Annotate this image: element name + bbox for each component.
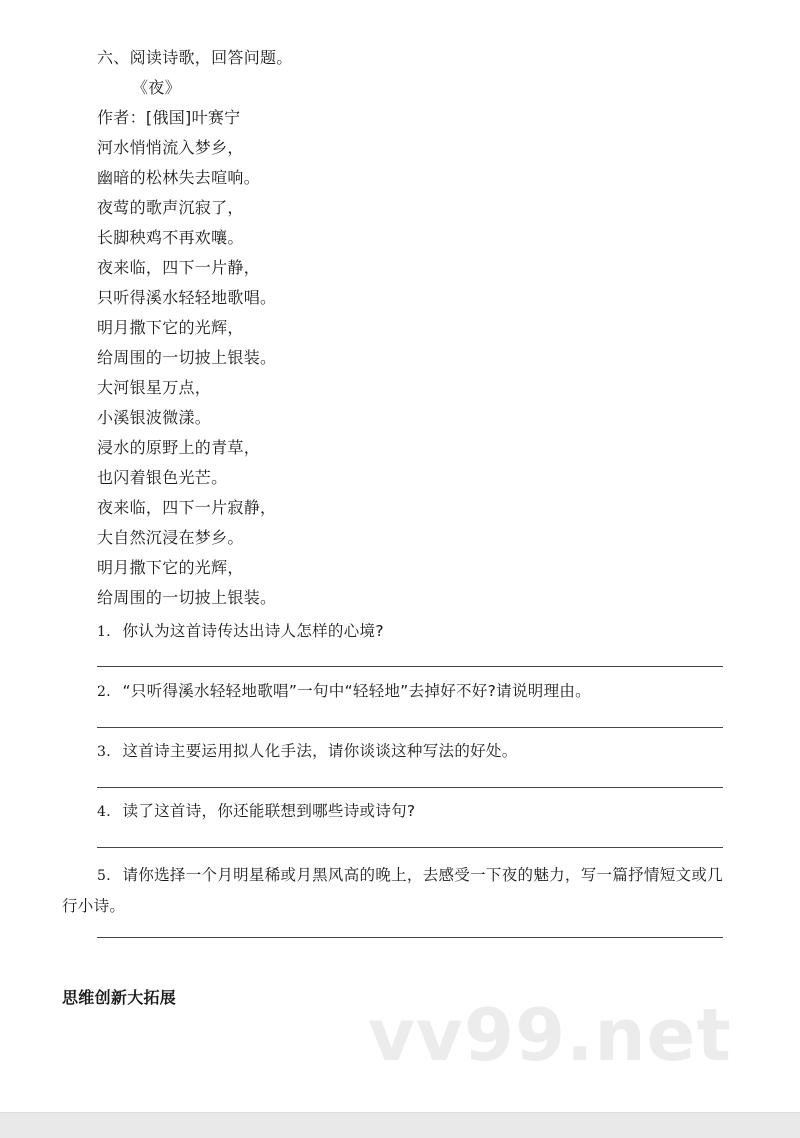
poem-line: 明月撒下它的光辉， [97,558,244,577]
question-number: 2． [97,684,121,700]
poem-body [97,138,276,618]
question-2 [97,681,591,702]
poem-line: 夜来临，四下一片寂静， [97,498,277,517]
poem-line: 河水悄悄流入梦乡， [97,138,244,157]
poem-line: 幽暗的松林失去喧响。 [97,168,261,187]
poem-line: 明月撒下它的光辉， [97,318,244,337]
question-text: “只听得溪水轻轻地歌唱”一句中“轻轻地”去掉好不好?请说明理由。 [122,682,591,700]
question-5 [62,860,732,921]
poem-line: 也闪着银色光芒。 [97,468,228,487]
poem-line: 给周围的一切披上银装。 [97,348,277,367]
question-number: 4． [97,804,121,820]
poem-line: 大河银星万点， [97,378,212,397]
question-text: 这首诗主要运用拟人化手法，请你谈谈这种写法的好处。 [122,742,518,760]
poem-line: 长脚秧鸡不再欢嚷。 [97,228,244,247]
question-text: 请你选择一个月明星稀或月黑风高的晚上，去感受一下夜的魅力，写一篇抒情短文或几行小诗。 [62,866,723,915]
poem-line: 夜莺的歌声沉寂了， [97,198,244,217]
poem-line: 浸水的原野上的青草， [97,438,261,457]
question-text: 读了这首诗，你还能联想到哪些诗或诗句? [122,802,416,820]
poem-line: 夜来临，四下一片静， [97,258,261,277]
poem-line: 小溪银波微漾。 [97,408,212,427]
answer-line-1[interactable] [97,666,723,667]
question-text: 你认为这首诗传达出诗人怎样的心境? [122,622,384,640]
question-number: 3． [97,744,121,760]
answer-line-3[interactable] [97,787,723,788]
section-heading: 六、阅读诗歌，回答问题。 [97,48,293,67]
page-bottom-bar [0,1112,800,1138]
question-number: 5． [97,868,121,884]
poem-line: 大自然沉浸在梦乡。 [97,528,244,547]
question-4 [97,801,415,822]
question-1 [97,621,384,642]
question-3 [97,741,518,762]
section-title: 思维创新大拓展 [62,988,177,1007]
poem-title: 《夜》 [132,78,181,97]
answer-line-2[interactable] [97,727,723,728]
question-number: 1． [97,624,121,640]
answer-line-4[interactable] [97,847,723,848]
answer-line-5[interactable] [97,937,723,938]
poem-line: 只听得溪水轻轻地歌唱。 [97,288,277,307]
poem-author: 作者：[俄国]叶赛宁 [97,108,241,127]
watermark: vv99.net [368,993,732,1077]
poem-line: 给周围的一切披上银装。 [97,588,277,607]
